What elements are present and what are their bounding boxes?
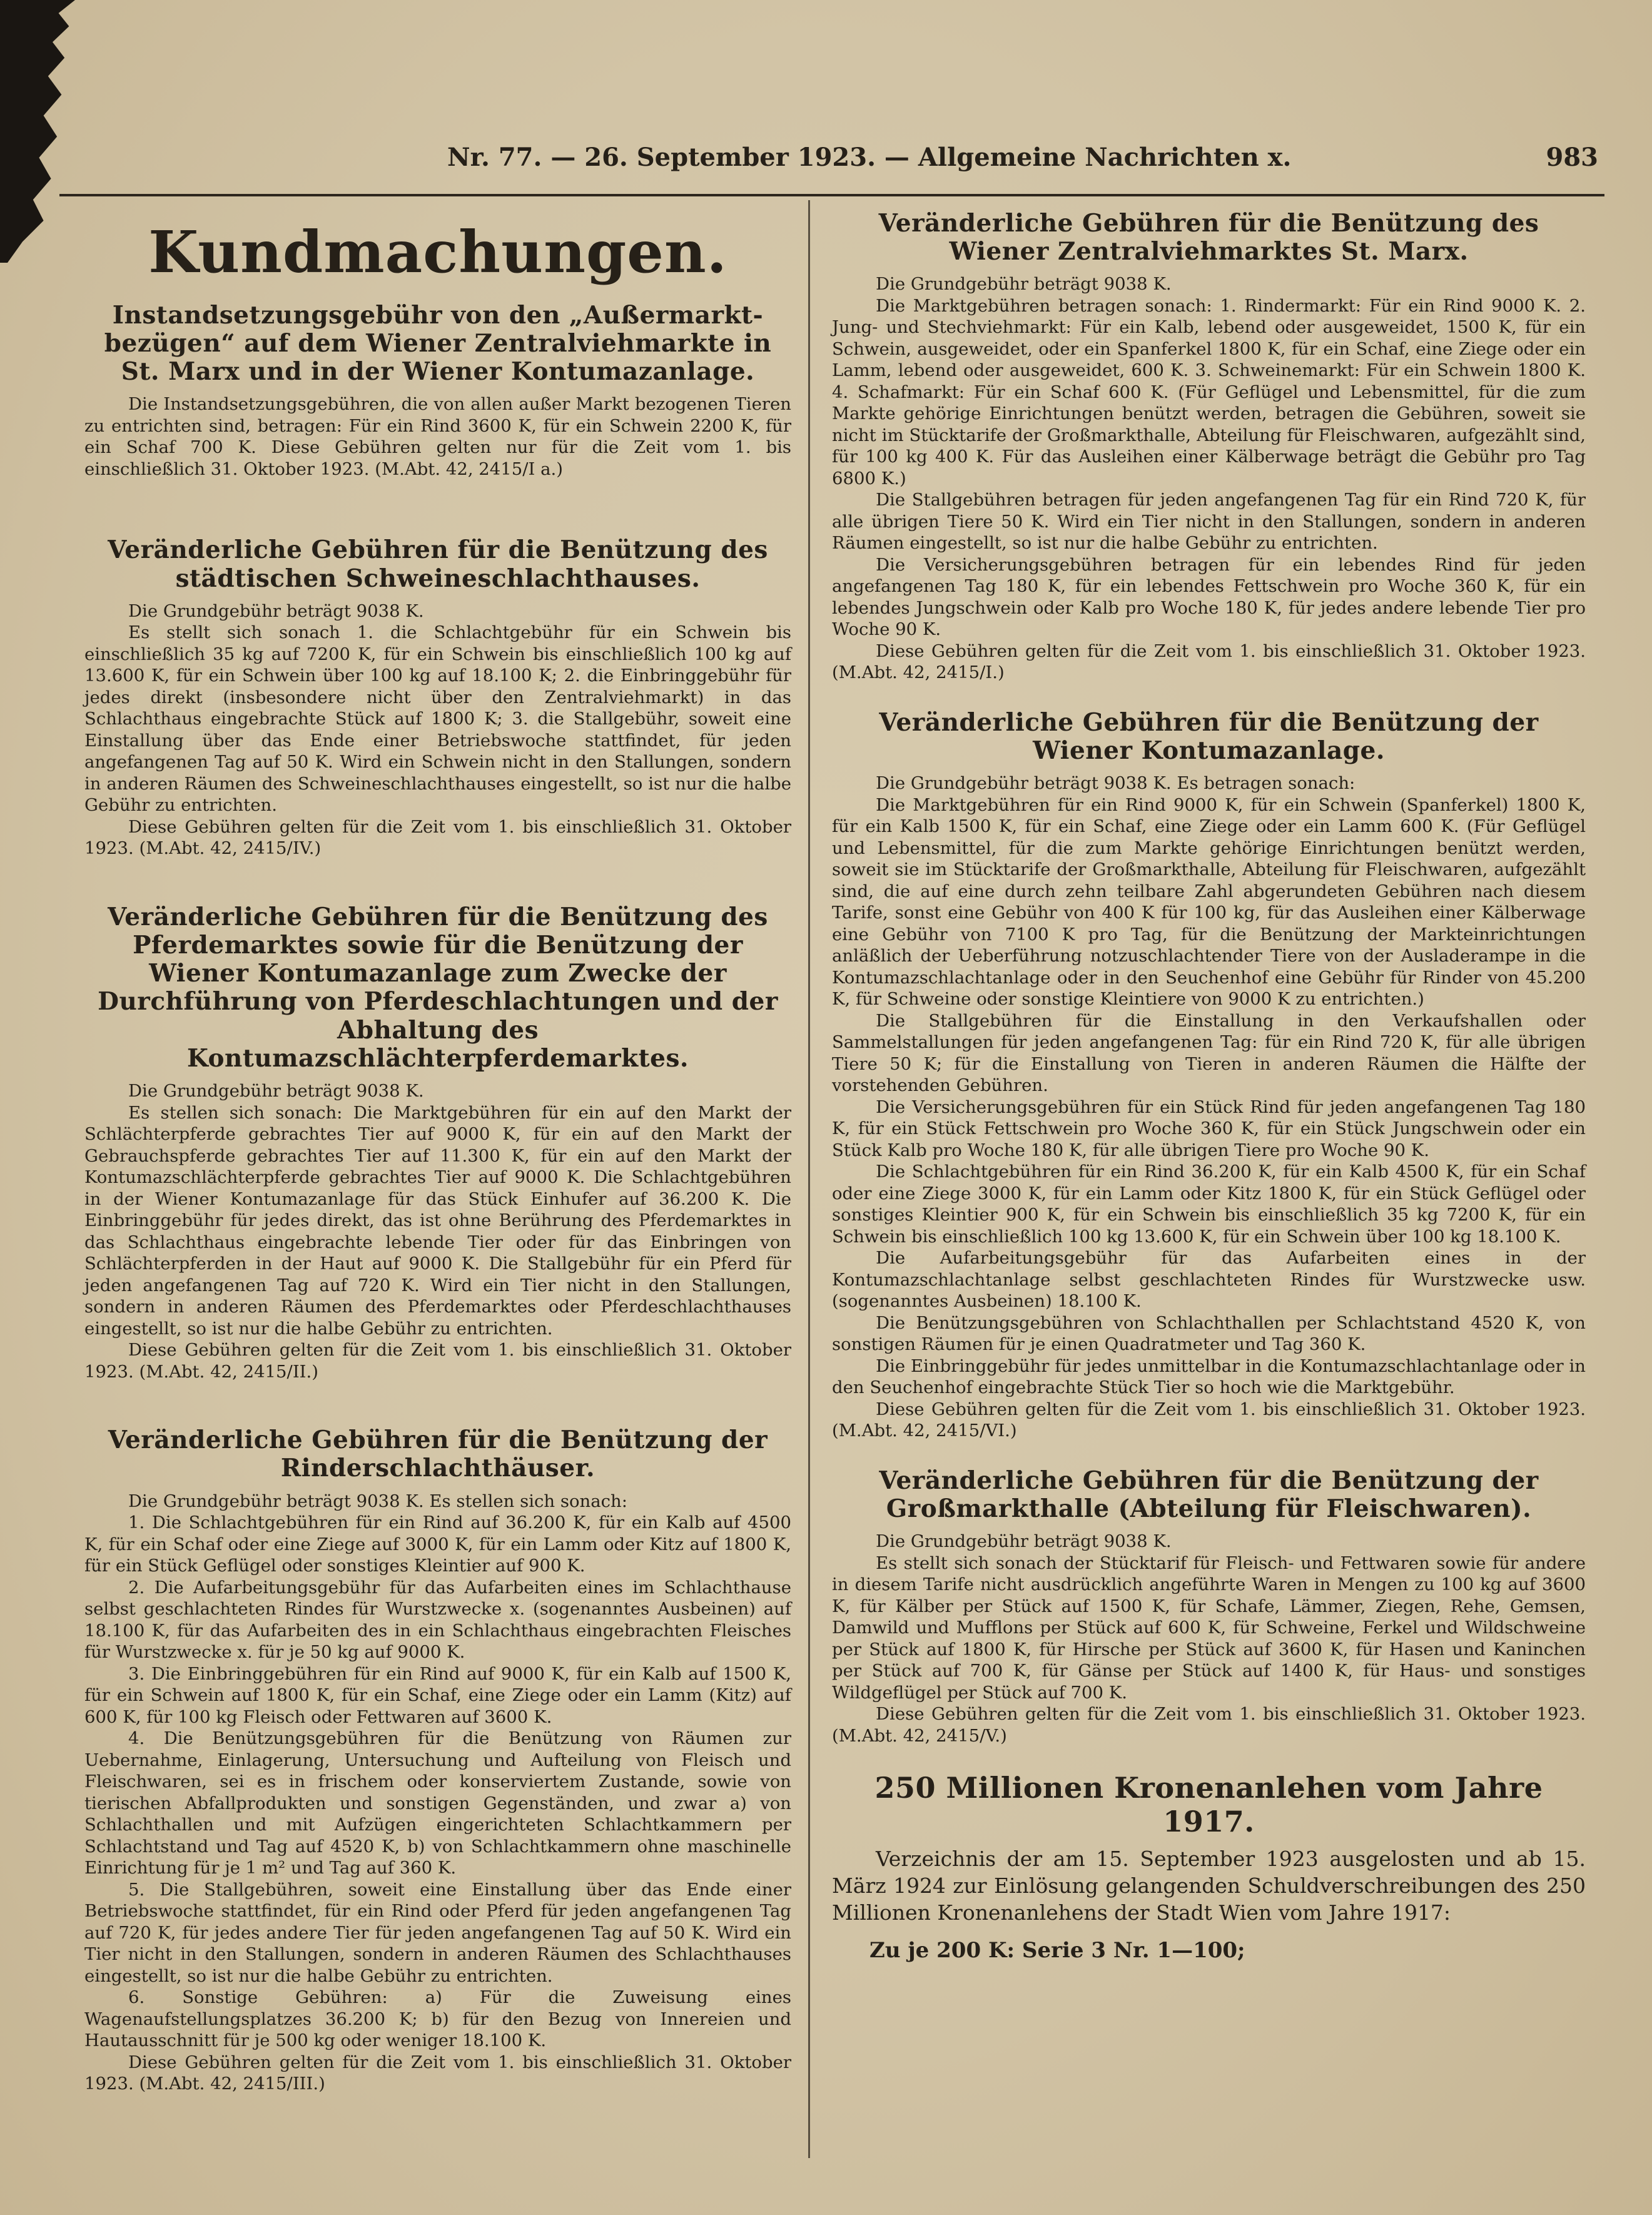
left-column: [84, 210, 791, 2095]
notice-heading: Veränderliche Gebühren für die Benützung des städtischen Schweineschlachthauses.: [108, 535, 768, 593]
notice-paragraph: Die Grundgebühr beträgt 9038 K. Es stellen sich sonach:: [128, 1491, 628, 1511]
notice-paragraph: Die Grundgebühr beträgt 9038 K.: [876, 1531, 1172, 1552]
notice-paragraph: Diese Gebühren gelten für die Zeit vom 1. bis einschließlich 31. Oktober 1923. (M.Abt. 42, 2415/III.): [84, 2052, 791, 2094]
notice-paragraph: Diese Gebühren gelten für die Zeit vom 1. bis einschließlich 31. Oktober 1923. (M.Abt. 42, 2415/II.): [84, 1340, 791, 1382]
notice-paragraph: 1. Die Schlachtgebühren für ein Rind auf 36.200 K, für ein Kalb auf 4500 K, für ein Schaf oder eine Ziege auf 3000 K, für ein Lamm oder Kitz auf 1800 K, für ein Stück Geflügel oder sonstiges Kleintier auf 900 K.: [84, 1513, 791, 1576]
notice-paragraph: Die Grundgebühr beträgt 9038 K.: [128, 1081, 424, 1102]
notice-paragraph: Die Grundgebühr beträgt 9038 K.: [128, 601, 424, 621]
notice-heading: Veränderliche Gebühren für die Benützung des Wiener Zentralviehmarktes St. Marx.: [878, 209, 1539, 266]
notice-section: [84, 302, 791, 480]
notice-paragraph: Die Benützungsgebühren von Schlachthallen per Schlachtstand 4520 K, von sonstigen Räumen für je einen Quadratmeter und Tag 360 K.: [832, 1312, 1586, 1355]
notice-heading: Veränderliche Gebühren für die Benützung der Großmarkthalle (Abteilung für Fleischwaren).: [879, 1466, 1539, 1524]
header-issue-line: Nr. 77. — 26. September 1923. — Allgemeine Nachrichten x.: [447, 143, 1292, 172]
notice-paragraph: Diese Gebühren gelten für die Zeit vom 1. bis einschließlich 31. Oktober 1923. (M.Abt. 42, 2415/I.): [832, 641, 1586, 683]
notice-heading: Veränderliche Gebühren für die Benützung der Wiener Kontumazanlage.: [879, 707, 1539, 766]
notice-section: [832, 210, 1586, 684]
notice-paragraph: Diese Gebühren gelten für die Zeit vom 1. bis einschließlich 31. Oktober 1923. (M.Abt. 42, 2415/IV.): [84, 816, 791, 859]
notice-paragraph: Die Marktgebühren betragen sonach: 1. Rindermarkt: Für ein Rind 9000 K. 2. Jung- und Stechviehmarkt: Für ein Kalb, lebend oder ausgeweidet, 1500 K, für ein Schwein, ausgeweidet, oder ein Spanferkel 1800 K, für ein Schaf, eine Ziege oder ein Lamm, lebend oder ausgeweidet, 600 K. 3. Schweinemarkt: Für ein Schwein 1800 K. 4. Schafmarkt: Für ein Schaf 600 K. (Für Geflügel und Lebensmittel, für die zum Markte gehörige Einrichtungen benützt werden, betragen die Gebühren, soweit sie nicht im Stücktarife der Großmarkthalle, Abteilung für Fleischwaren, aufgezählt sind, für 100 kg 400 K. Für das Ausleihen einer Kälberwage beträgt die Gebühr pro Tag 6800 K.): [832, 295, 1586, 489]
notice-paragraph: Die Versicherungsgebühren für ein Stück Rind für jeden angefangenen Tag 180 K, für ein Stück Fettschwein pro Woche 360 K, für ein Stück Jungschwein oder ein Stück Kalb pro Woche 180 K, für alle übrigen Tiere pro Woche 90 K.: [832, 1097, 1586, 1160]
notice-section: [84, 536, 791, 859]
notice-section: [832, 1467, 1586, 1746]
notice-paragraph: Es stellen sich sonach: Die Marktgebühren für ein auf den Markt der Schlächterpferde gebrachtes Tier auf 9000 K, für ein auf den Markt der Gebrauchspferde gebrachtes Tier auf 11.300 K, für ein auf den Markt der Kontumazschlächterpferde gebrachtes Tier auf 9000 K. Die Schlachtgebühren in der Wiener Kontumazanlage für das Stück Einhufer auf 36.200 K. Die Einbringgebühr für jedes direkt, das ist ohne Berührung des Pferdemarktes in das Schlachthaus eingebrachte lebende Tier oder für das Einbringen von Schlächterpferden in der Haut auf 9000 K. Die Stallgebühr für ein Pferd für jeden angefangenen Tag auf 720 K. Wird ein Tier nicht in den Stallungen, sondern in anderen Räumen des Pferdemarktes oder Pferdeschlachthauses eingestellt, so ist nur die halbe Gebühr zu entrichten.: [84, 1102, 791, 1339]
right-column: [832, 210, 1586, 1963]
notice-paragraph: 3. Die Einbringgebühren für ein Rind auf 9000 K, für ein Kalb auf 1500 K, für ein Schwein auf 1800 K, für ein Schaf, eine Ziege oder ein Lamm (Kitz) auf 600 K, für 100 kg Fleisch oder Fettwaren auf 3600 K.: [84, 1663, 791, 1727]
notice-heading: 250 Millionen Kronenanlehen vom Jahre 1917.: [874, 1771, 1543, 1838]
notice-section: [832, 1771, 1586, 1962]
notice-paragraph: Die Schlachtgebühren für ein Rind 36.200 K, für ein Kalb 4500 K, für ein Schaf oder eine Ziege 3000 K, für ein Lamm oder Kitz 1800 K, für ein Stück Geflügel oder sonstiges Kleintier 900 K, für ein Schwein bis einschließlich 35 kg 7200 K, für ein Schwein bis einschließlich 100 kg 13.600 K, für ein Schwein über 100 kg 18.100 K.: [832, 1162, 1586, 1247]
notice-paragraph: Die Einbringgebühr für jedes unmittelbar in die Kontumazschlachtanlage oder in den Seuchenhof eingebrachte Stück Tier so hoch wie die Marktgebühr.: [832, 1356, 1586, 1398]
notice-heading: Instandsetzungsgebühr von den „Außermarkt-bezügen“ auf dem Wiener Zentralviehmarkte in St. Marx und in der Wiener Kontumazanlage.: [104, 300, 772, 387]
newspaper-page: [59, 125, 1604, 2164]
notice-paragraph: Es stellt sich sonach der Stücktarif für Fleisch- und Fettwaren sowie für andere in diesem Tarife nicht ausdrücklich angeführte Waren in Mengen zu 100 kg auf 3600 K, für Kälber per Stück auf 1500 K, für Schafe, Lämmer, Ziegen, Rehe, Gemsen, Damwild und Mufflons per Stück auf 600 K, für Schweine, Ferkel und Wildschweine per Stück auf 1800 K, für Hirsche per Stück auf 3600 K, für Hasen und Kaninchen per Stück auf 700 K, für Gänse per Stück auf 1400 K, für Haus- und sonstiges Wildgeflügel per Stück auf 700 K.: [832, 1553, 1586, 1703]
serie-line: Zu je 200 K: Serie 3 Nr. 1—100;: [869, 1937, 1245, 1963]
notice-paragraph: 5. Die Stallgebühren, soweit eine Einstallung über das Ende einer Betriebswoche stattfindet, für ein Rind oder Pferd für jeden angefangenen Tag auf 720 K, für jedes andere Tier für jeden angefangenen Tag auf 50 K. Wird ein Tier nicht in den Stallungen, sondern in anderen Räumen des Schlachthauses eingestellt, so ist nur die halbe Gebühr zu entrichten.: [84, 1879, 791, 1986]
notice-paragraph: Die Instandsetzungsgebühren, die von allen außer Markt bezogenen Tieren zu entrichten sind, betragen: Für ein Rind 3600 K, für ein Schwein 2200 K, für ein Schaf 700 K. Diese Gebühren gelten nur für die Zeit vom 1. bis einschließlich 31. Oktober 1923. (M.Abt. 42, 2415/I a.): [84, 394, 791, 479]
notice-paragraph: Es stellt sich sonach 1. die Schlachtgebühr für ein Schwein bis einschließlich 35 kg auf 7200 K, für ein Schwein bis einschließlich 100 kg auf 13.600 K, für ein Schwein über 100 kg auf 18.100 K; 2. die Einbringgebühr für jedes direkt (insbesondere nicht über den Zentralviehmarkt) in das Schlachthaus eingebrachte Stück auf 1800 K; 3. die Stallgebühr, soweit eine Einstallung über das Ende einer Betriebswoche stattfindet, für jeden angefangenen Tag auf 50 K. Wird ein Schwein nicht in den Stallungen, sondern in anderen Räumen des Schweineschlachthauses eingestellt, so ist nur die halbe Gebühr zu entrichten.: [84, 622, 791, 816]
notice-paragraph: Die Aufarbeitungsgebühr für das Aufarbeiten eines in der Kontumazschlachtanlage selbst geschlachteten Rindes für Wurstzwecke usw. (sogenanntes Ausbeinen) 18.100 K.: [832, 1248, 1586, 1312]
notice-heading: Veränderliche Gebühren für die Benützung der Rinderschlachthäuser.: [108, 1426, 768, 1483]
notice-section: [84, 903, 791, 1382]
header-rule: [59, 194, 1604, 196]
notice-paragraph: Diese Gebühren gelten für die Zeit vom 1. bis einschließlich 31. Oktober 1923. (M.Abt. 42, 2415/V.): [832, 1704, 1586, 1746]
notice-paragraph: 2. Die Aufarbeitungsgebühr für das Aufarbeiten eines im Schlachthause selbst geschlachteten Rindes für Wurstzwecke x. (sogenanntes Ausbeinen) auf 18.100 K, für das Aufarbeiten des in ein Schlachthaus eingebrachten Fleisches für Wurstzwecke x. für je 50 kg auf 9000 K.: [84, 1577, 791, 1663]
notice-heading: Veränderliche Gebühren für die Benützung des Pferdemarktes sowie für die Benützung der Wiener Kontumazanlage zum Zwecke der Durchführung von Pferdeschlachtungen und der Abhaltung des Kontumazschlächterpferdemarktes.: [98, 902, 778, 1073]
notice-paragraph: 6. Sonstige Gebühren: a) Für die Zuweisung eines Wagenaufstellungsplatzes 36.200 K; b) für den Bezug von Innereien und Hautausschnitt für je 500 kg oder weniger 18.100 K.: [84, 1987, 791, 2051]
notice-paragraph: Die Versicherungsgebühren betragen für ein lebendes Rind für jeden angefangenen Tag 180 K, für ein lebendes Fettschwein pro Woche 360 K, für ein lebendes Jungschwein oder Kalb pro Woche 180 K, für jedes andere lebende Tier pro Woche 90 K.: [832, 554, 1586, 640]
notice-paragraph: Verzeichnis der am 15. September 1923 ausgelosten und ab 15. März 1924 zur Einlösung gelangenden Schuldverschreibungen des 250 Millionen Kronenanlehens der Stadt Wien vom Jahre 1917:: [832, 1847, 1586, 1925]
notice-section: [84, 1426, 791, 2094]
notice-paragraph: Diese Gebühren gelten für die Zeit vom 1. bis einschließlich 31. Oktober 1923. (M.Abt. 42, 2415/VI.): [832, 1399, 1586, 1441]
notice-paragraph: 4. Die Benützungsgebühren für die Benützung von Räumen zur Uebernahme, Einlagerung, Untersuchung und Aufteilung von Fleisch und Fleischwaren, sei es in frischem oder konserviertem Zustande, sowie von tierischen Abfallprodukten und sonstigen Gegenständen, und zwar a) von Schlachthallen und mit Aufzügen eingerichteten Schlachtkammern per Schlachtstand und Tag auf 4520 K, b) von Schlachtkammern ohne maschinelle Einrichtung für je 1 m² und Tag auf 360 K.: [84, 1728, 791, 1878]
notice-paragraph: Die Grundgebühr beträgt 9038 K. Es betragen sonach:: [876, 773, 1356, 794]
notice-paragraph: Die Grundgebühr beträgt 9038 K.: [876, 274, 1172, 295]
notice-section: [832, 709, 1586, 1442]
page-header: [59, 143, 1604, 186]
notice-paragraph: Die Stallgebühren betragen für jeden angefangenen Tag für ein Rind 720 K, für alle übrigen Tiere 50 K. Wird ein Tier nicht in den Stallungen, sondern in anderen Räumen eingestellt, so ist nur die halbe Gebühr zu entrichten.: [832, 490, 1586, 554]
notice-paragraph: Die Stallgebühren für die Einstallung in den Verkaufshallen oder Sammelstallungen für jeden angefangenen Tag: für ein Rind 720 K, für alle übrigen Tiere 50 K; für die Einstallung von Tieren in anderen Räumen die Hälfte der vorstehenden Gebühren.: [832, 1010, 1586, 1096]
column-divider: [808, 200, 810, 2158]
page-number: 983: [1546, 143, 1598, 172]
main-title: Kundmachungen.: [148, 218, 727, 286]
notice-paragraph: Die Marktgebühren für ein Rind 9000 K, für ein Schwein (Spanferkel) 1800 K, für ein Kalb 1500 K, für ein Schaf, eine Ziege oder ein Lamm 600 K. (Für Geflügel und Lebensmittel, für die zum Markte gehörige Einrichtungen benützt werden, soweit sie im Stücktarife der Großmarkthalle, Abteilung für Fleischwaren, aufgezählt sind, die auf eine durch zehn teilbare Zahl abgerundeten Gebühren nach diesem Tarife, sonst eine Gebühr von 400 K für 100 kg, für das Ausleihen einer Kälberwage eine Gebühr von 7100 K pro Tag, für die Benützung der Markteinrichtungen anläßlich der Ueberführung notzuschlachtender Tiere von der Ausladerampe in die Kontumazschlachtanlage oder in den Seuchenhof eine Gebühr für Rinder von 45.200 K, für Schweine oder sonstige Kleintiere von 9000 K zu entrichten.): [832, 794, 1586, 1010]
